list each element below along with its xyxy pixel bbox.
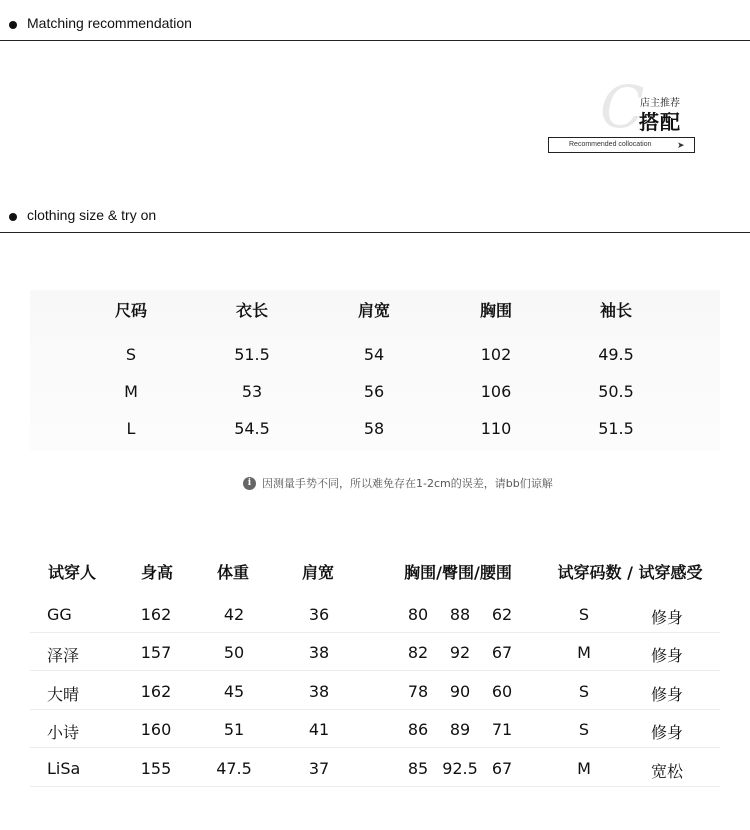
try-cell: 155 <box>140 759 172 778</box>
size-cell: 51.5 <box>598 419 634 438</box>
try-cell: 67 <box>491 759 513 778</box>
try-cell: 47.5 <box>216 759 252 778</box>
row-divider <box>30 670 720 671</box>
try-cell: 85 <box>407 759 429 778</box>
size-header-cell: 尺码 <box>114 301 148 320</box>
try-cell: GG <box>47 605 72 624</box>
try-cell: 36 <box>308 605 330 624</box>
try-cell: 162 <box>140 682 172 701</box>
size-cell: 56 <box>363 382 385 401</box>
size-header-cell: 胸围 <box>479 301 513 320</box>
try-cell: 41 <box>308 720 330 739</box>
try-cell: 86 <box>407 720 429 739</box>
size-cell: 106 <box>480 382 512 401</box>
note-text: 因测量手势不同，所以难免存在1-2cm的误差，请bb们谅解 <box>262 477 553 490</box>
size-cell: 54.5 <box>234 419 270 438</box>
arrow-right-icon: ➤ <box>677 140 685 150</box>
try-cell: 修身 <box>650 685 684 704</box>
size-header-cell: 衣长 <box>235 301 269 320</box>
try-cell: 45 <box>223 682 245 701</box>
try-cell: 51 <box>223 720 245 739</box>
try-cell: 大晴 <box>47 685 80 704</box>
try-cell: 80 <box>407 605 429 624</box>
try-cell: 宽松 <box>650 762 684 781</box>
try-cell: 修身 <box>650 646 684 665</box>
row-divider <box>30 709 720 710</box>
try-cell: S <box>578 720 590 739</box>
size-cell: L <box>126 419 136 438</box>
try-cell: 88 <box>449 605 471 624</box>
try-cell: S <box>578 682 590 701</box>
try-cell: M <box>577 759 591 778</box>
try-header-cell: 试穿码数 / 试穿感受 <box>557 563 703 582</box>
size-cell: 102 <box>480 345 512 364</box>
try-cell: 71 <box>491 720 513 739</box>
size-header-cell: 肩宽 <box>357 301 391 320</box>
try-cell: 92.5 <box>442 759 478 778</box>
size-cell: S <box>125 345 137 364</box>
size-cell: 50.5 <box>598 382 634 401</box>
measurement-note <box>243 475 553 491</box>
try-cell: 89 <box>449 720 471 739</box>
size-header-cell: 袖长 <box>599 301 633 320</box>
info-icon: i <box>243 477 256 490</box>
try-cell: 157 <box>140 643 172 662</box>
section-header-matching <box>0 0 750 41</box>
try-cell: S <box>578 605 590 624</box>
try-cell: 82 <box>407 643 429 662</box>
try-cell: 162 <box>140 605 172 624</box>
recommend-big-text: 搭配 <box>639 110 681 134</box>
row-divider <box>30 747 720 748</box>
size-cell: M <box>124 382 138 401</box>
recommendation-block <box>548 73 698 154</box>
bullet-dot-icon <box>9 21 17 29</box>
try-cell: M <box>577 643 591 662</box>
size-cell: 110 <box>480 419 512 438</box>
try-cell: LiSa <box>47 759 81 778</box>
try-header-cell: 体重 <box>216 563 250 582</box>
recommend-small-text: 店主推荐 <box>640 98 680 109</box>
try-cell: 修身 <box>650 723 684 742</box>
button-label: Recommended collocation <box>569 141 652 148</box>
try-cell: 泽泽 <box>47 646 80 665</box>
decorative-letter: C <box>600 73 645 141</box>
bullet-dot-icon <box>9 213 17 221</box>
try-cell: 62 <box>491 605 513 624</box>
try-cell: 90 <box>449 682 471 701</box>
try-cell: 160 <box>140 720 172 739</box>
section-title: clothing size & try on <box>27 207 157 223</box>
try-cell: 50 <box>223 643 245 662</box>
try-cell: 小诗 <box>47 723 80 742</box>
size-cell: 54 <box>363 345 385 364</box>
try-header-cell: 身高 <box>140 563 174 582</box>
try-cell: 60 <box>491 682 513 701</box>
try-cell: 92 <box>449 643 471 662</box>
try-cell: 37 <box>308 759 330 778</box>
try-header-cell: 试穿人 <box>47 563 97 582</box>
recommended-collocation-button[interactable] <box>548 137 695 153</box>
size-cell: 49.5 <box>598 345 634 364</box>
size-cell: 58 <box>363 419 385 438</box>
section-title: Matching recommendation <box>27 15 192 31</box>
try-cell: 38 <box>308 682 330 701</box>
size-cell: 53 <box>241 382 263 401</box>
section-header-size <box>0 192 750 233</box>
row-divider <box>30 786 720 787</box>
try-cell: 78 <box>407 682 429 701</box>
try-cell: 42 <box>223 605 245 624</box>
try-cell: 67 <box>491 643 513 662</box>
row-divider <box>30 632 720 633</box>
size-cell: 51.5 <box>234 345 270 364</box>
try-cell: 38 <box>308 643 330 662</box>
try-cell: 修身 <box>650 608 684 627</box>
try-header-cell: 胸围/臀围/腰围 <box>404 563 512 582</box>
try-header-cell: 肩宽 <box>301 563 335 582</box>
